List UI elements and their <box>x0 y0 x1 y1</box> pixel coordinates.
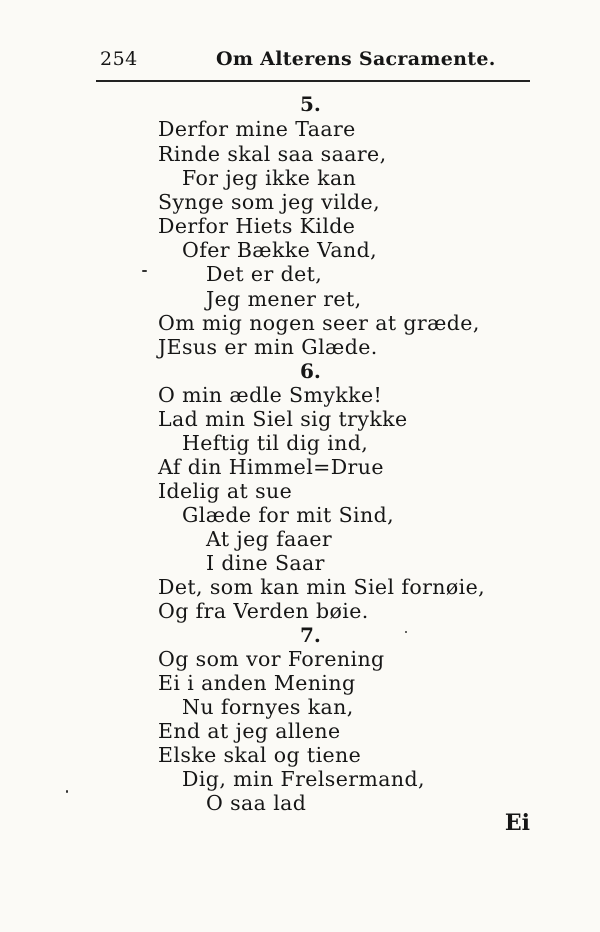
verse-line: For jeg ikke kan <box>182 166 357 190</box>
stanza-number: 6. <box>300 359 321 383</box>
header-rule <box>96 80 530 82</box>
verse-line: Det, som kan min Siel fornøie, <box>158 575 486 599</box>
verse-line: At jeg faaer <box>206 527 333 551</box>
verse-line: Derfor mine Taare <box>158 117 356 141</box>
verse-line: I dine Saar <box>206 551 325 575</box>
ink-speck <box>142 270 147 272</box>
verse-line: Om mig nogen seer at græde, <box>158 311 480 335</box>
catchword: Ei <box>504 810 530 836</box>
verse-line: Ofer Bække Vand, <box>182 238 378 262</box>
verse-line: Det er det, <box>206 262 323 286</box>
verse-line: Rinde skal saa saare, <box>158 142 387 166</box>
stanza-number: 5. <box>300 92 321 116</box>
verse-line: Dig, min Frelsermand, <box>182 767 425 791</box>
ink-speck <box>405 631 407 633</box>
verse-line: O saa lad <box>206 791 307 815</box>
verse-line: Og som vor Forening <box>158 647 385 671</box>
verse-line: Lad min Siel sig trykke <box>158 407 408 431</box>
verse-line: Elske skal og tiene <box>158 743 362 767</box>
page-number: 254 <box>100 48 138 70</box>
verse-line: Derfor Hiets Kilde <box>158 214 356 238</box>
verse-line: Glæde for mit Sind, <box>182 503 395 527</box>
verse-line: Heftig til dig ind, <box>182 431 369 455</box>
verse-line: Synge som jeg vilde, <box>158 190 381 214</box>
verse-line: O min ædle Smykke! <box>158 383 383 407</box>
verse-line: Og fra Verden bøie. <box>158 599 369 623</box>
verse-line: Idelig at sue <box>158 479 293 503</box>
ink-speck <box>66 790 68 793</box>
verse-line: Ei i anden Mening <box>158 671 356 695</box>
verse-line: Jeg mener ret, <box>206 287 362 311</box>
verse-line: JEsus er min Glæde. <box>158 335 378 359</box>
stanza-number: 7. <box>300 623 321 647</box>
verse-line: Af din Himmel=Drue <box>158 455 384 479</box>
running-title: Om Alterens Sacramente. <box>216 48 496 70</box>
verse-line: End at jeg allene <box>158 719 341 743</box>
verse-line: Nu fornyes kan, <box>182 695 354 719</box>
page-header <box>100 48 526 78</box>
